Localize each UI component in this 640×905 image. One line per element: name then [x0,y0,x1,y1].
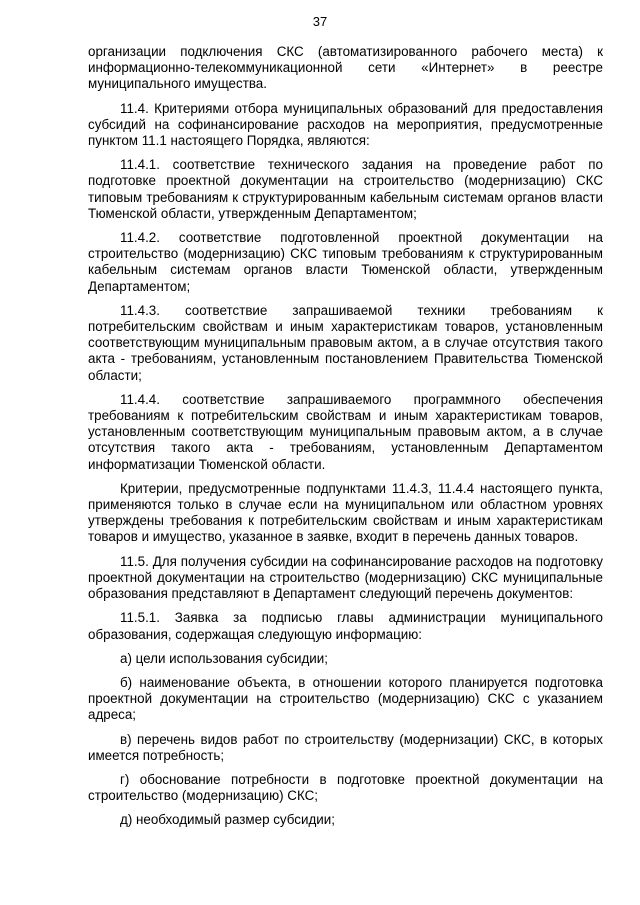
page-number: 37 [312,14,328,29]
paragraph-11-5-1: 11.5.1. Заявка за подписью главы администрации муниципального образования, содержащая следующую информацию: [88,610,603,642]
paragraph-11-4-1: 11.4.1. соответствие технического задания на проведение работ по подготовке проектной документации на строительство (модернизацию) СКС типовым требованиям к структурированным кабельным системам органов власти Тюменской области, утвержденным Департаментом; [88,157,603,221]
paragraph-continuation: организации подключения СКС (автоматизированного рабочего места) к информационно-телекоммуникационной сети «Интернет» в реестре муниципального имущества. [88,44,603,92]
paragraph-11-4-3: 11.4.3. соответствие запрашиваемой техники требованиям к потребительским свойствам и иным характеристикам товаров, установленным соответствующим муниципальным правовым актом, а в случае отсутствия такого акта - требованиям, установленным постановлением Правительства Тюменской области; [88,302,603,383]
list-item-a: а) цели использования субсидии; [120,650,328,666]
paragraph-criteria-note: Критерии, предусмотренные подпунктами 11.4.3, 11.4.4 настоящего пункта, применяются только в случае если на муниципальном или областном уровнях утверждены требования к потребительским свойствам и иным характеристикам товаров и имущество, указанное в заявке, входит в перечень данных товаров. [88,480,603,545]
document-body [88,44,603,837]
paragraph-11-4: 11.4. Критериями отбора муниципальных образований для предоставления субсидий на софинансирование расходов на мероприятия, предусмотренные пунктом 11.1 настоящего Порядка, являются: [88,100,603,149]
list-item-v: в) перечень видов работ по строительству (модернизации) СКС, в которых имеется потребность; [88,731,603,763]
paragraph-11-5: 11.5. Для получения субсидии на софинансирование расходов на подготовку проектной документации на строительство (модернизацию) СКС муниципальные образования представляют в Департамент следующий перечень документов: [88,553,603,602]
list-item-d: д) необходимый размер субсидии; [120,812,335,828]
list-item-g: г) обоснование потребности в подготовке проектной документации на строительство (модернизацию) СКС; [88,771,603,804]
list-item-b: б) наименование объекта, в отношении которого планируется подготовка проектной документации на строительство (модернизацию) СКС с указанием адреса; [88,674,603,723]
paragraph-11-4-4: 11.4.4. соответствие запрашиваемого программного обеспечения требованиям к потребительским свойствам и иным характеристикам товаров, установленным соответствующим муниципальным правовым актом, а в случае отсутствия такого акта - требованиям, установленным Департаментом информатизации Тюменской области. [88,391,603,472]
paragraph-11-4-2: 11.4.2. соответствие подготовленной проектной документации на строительство (модернизацию) СКС типовым требованиям к структурированным кабельным системам органов власти Тюменской области, утвержденным Департаментом; [88,230,603,294]
